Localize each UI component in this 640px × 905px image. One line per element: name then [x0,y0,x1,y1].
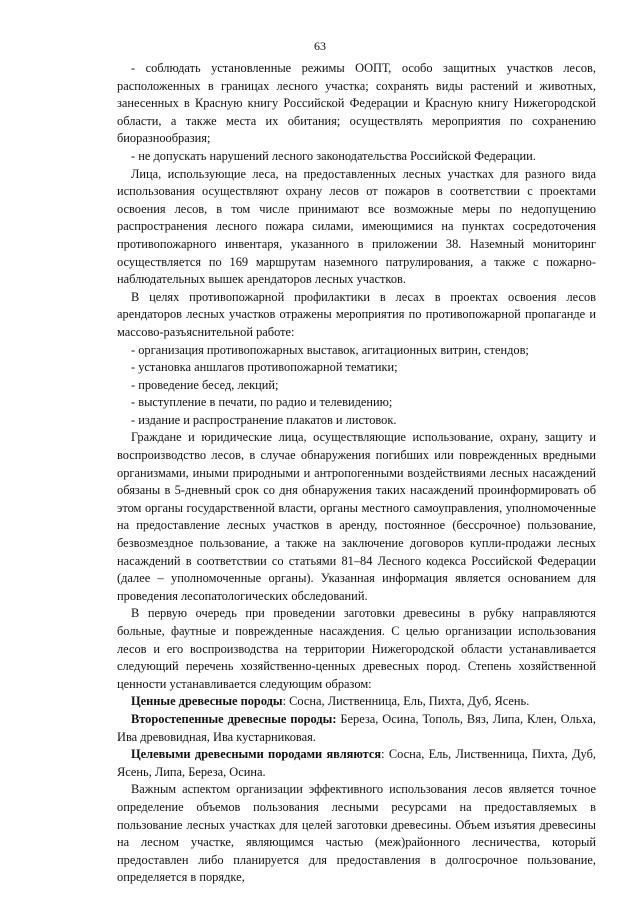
paragraph: В первую очередь при проведении заготовки древесины в рубку направляются больные, фаутные и поврежденные насаждения. С целью организации использования лесов и его воспроизводства на территории Нижегородской области устанавливается следующий перечень хозяйственно-ценных древесных пород. Степень хозяйственной ценности устанавливается следующим образом: [117,606,596,691]
list-item: - не допускать нарушений лесного законодательства Российской Федерации. [131,148,536,163]
document-body [117,60,596,887]
species-secondary [117,711,596,746]
species-label: Ценные древесные породы [131,694,283,709]
paragraph: Граждане и юридические лица, осуществляющие использование, охрану, защиту и воспроизводство лесов, в случае обнаружения погибших или поврежденных вредными организмами, иными природными и антропогенными воздействиями лесных насаждений обязаны в 5-дневный срок со дня обнаружения таких насаждений проинформировать об этом органы государственной власти, органы местного самоуправления, уполномоченные на предоставление лесных участков в аренду, постоянное (бессрочное) пользование, безвозмездное пользование, а также на заключение договоров купли-продажи лесных насаждений в соответствии со статьями 81–84 Лесного кодекса Российской Федерации (далее – уполномоченные органы). Указанная информация является основанием для проведения лесопатологических обследований. [117,430,596,603]
paragraph-final: Важным аспектом организации эффективного использования лесов является точное определение объемов пользования лесными ресурсами на предоставляемых в пользование лесных участках для целей заготовки древесины. Объем изъятия древесины на лесном участке, являющимся частью (меж)районного лесничества, который предоставлен либо планируется для предоставления в долгосрочное пользование, определяется в порядке, [117,782,596,885]
paragraph: В целях противопожарной профилактики в лесах в проектах освоения лесов арендаторов лесных участков отражены мероприятия по противопожарной пропаганде и массово-разъяснительной работе: [117,289,596,339]
list-item: - выступление в печати, по радио и телевидению; [131,395,393,410]
page-number: 63 [314,39,326,53]
species-valuable [117,693,596,711]
species-list: : Сосна, Ель, Лиственница, Пихта, Дуб, Ясень, Липа, Береза, Осина. [117,747,596,779]
paragraph: Лица, использующие леса, на предоставленных лесных участках для разного вида использования осуществляют охрану лесов от пожаров в соответствии с проектами освоения лесов, в том числе принимают все возможные меры по недопущению распространения лесного пожара силами, имеющимися на пунктах сосредоточения противопожарного инвентаря, указанного в приложении 38. Наземный мониторинг осуществляется по 169 маршрутам наземного патрулирования, а также с пожарно-наблюдательных вышек арендаторов лесных участков. [117,166,596,287]
species-list: : Сосна, Лиственница, Ель, Пихта, Дуб, Ясень. [282,694,530,709]
species-list: Береза, Осина, Тополь, Вяз, Липа, Клен, Ольха, Ива древовидная, Ива кустарниковая. [117,711,596,744]
species-label: Целевыми древесными породами являются [131,747,382,762]
list-item: - организация противопожарных выставок, агитационных витрин, стендов; [131,342,529,357]
species-target [117,746,596,781]
species-label: Второстепенные древесные породы: [131,711,337,726]
list-item: - издание и распространение плакатов и листовок. [131,412,397,427]
list-item: - соблюдать установленные режимы ООПТ, особо защитных участков лесов, расположенных в границах лесного участка; сохранять виды растений и животных, занесенных в Красную книгу Российской Федерации и Красную книгу Нижегородской области, а также места их обитания; осуществлять мероприятия по сохранению биоразнообразия; [117,61,596,146]
list-item: - проведение бесед, лекций; [131,377,279,392]
list-item: - установка аншлагов противопожарной тематики; [131,360,398,375]
